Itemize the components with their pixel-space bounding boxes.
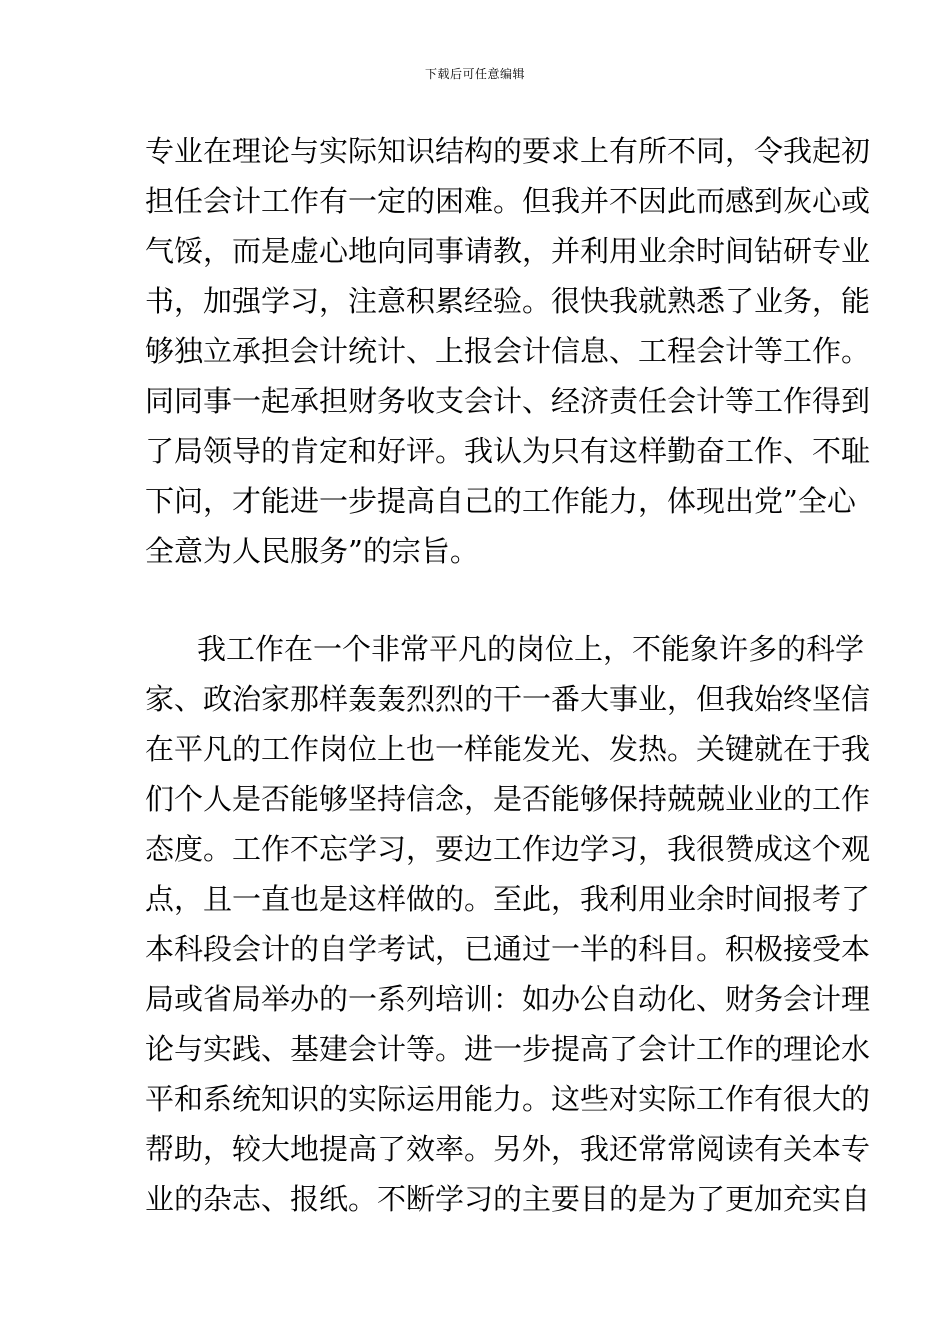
text-line: 书，加强学习，注意积累经验。很快我就熟悉了业务，能 [145, 284, 871, 318]
text-line: 同同事一起承担财务收支会计、经济责任会计等工作得到 [145, 384, 871, 418]
text-line: 平和系统知识的实际运用能力。这些对实际工作有很大的 [145, 1082, 871, 1116]
text-line: 态度。工作不忘学习，要边工作边学习，我很赞成这个观 [145, 832, 871, 866]
text-line: 专业在理论与实际知识结构的要求上有所不同，令我起初 [145, 134, 871, 168]
text-line: 了局领导的肯定和好评。我认为只有这样勤奋工作、不耻 [145, 434, 871, 468]
text-line: 点，且一直也是这样做的。至此，我利用业余时间报考了 [145, 882, 871, 916]
text-line: 我工作在一个非常平凡的岗位上，不能象许多的科学 [197, 632, 865, 666]
text-line: 在平凡的工作岗位上也一样能发光、发热。关键就在于我 [145, 732, 871, 766]
text-line: 帮助，较大地提高了效率。另外，我还常常阅读有关本专 [145, 1132, 871, 1166]
text-line: 们个人是否能够坚持信念，是否能够保持兢兢业业的工作 [145, 782, 871, 816]
text-line: 气馁，而是虚心地向同事请教，并利用业余时间钻研专业 [145, 234, 871, 268]
paragraph-2 [145, 624, 871, 1224]
text-line: 业的杂志、报纸。不断学习的主要目的是为了更加充实自 [145, 1182, 871, 1216]
text-line: 下问，才能进一步提高自己的工作能力，体现出党”全心 [145, 484, 856, 518]
text-line: 论与实践、基建会计等。进一步提高了会计工作的理论水 [145, 1032, 871, 1066]
text-line: 全意为人民服务”的宗旨。 [145, 534, 479, 568]
text-line: 本科段会计的自学考试，已通过一半的科目。积极接受本 [145, 932, 871, 966]
paragraph-1 [145, 126, 871, 576]
text-line: 家、政治家那样轰轰烈烈的干一番大事业，但我始终坚信 [145, 682, 871, 716]
text-line: 够独立承担会计统计、上报会计信息、工程会计等工作。 [145, 334, 871, 368]
text-line: 担任会计工作有一定的困难。但我并不因此而感到灰心或 [145, 184, 871, 218]
page-header: 下载后可任意编辑 [424, 67, 525, 81]
text-line: 局或省局举办的一系列培训：如办公自动化、财务会计理 [145, 982, 871, 1016]
